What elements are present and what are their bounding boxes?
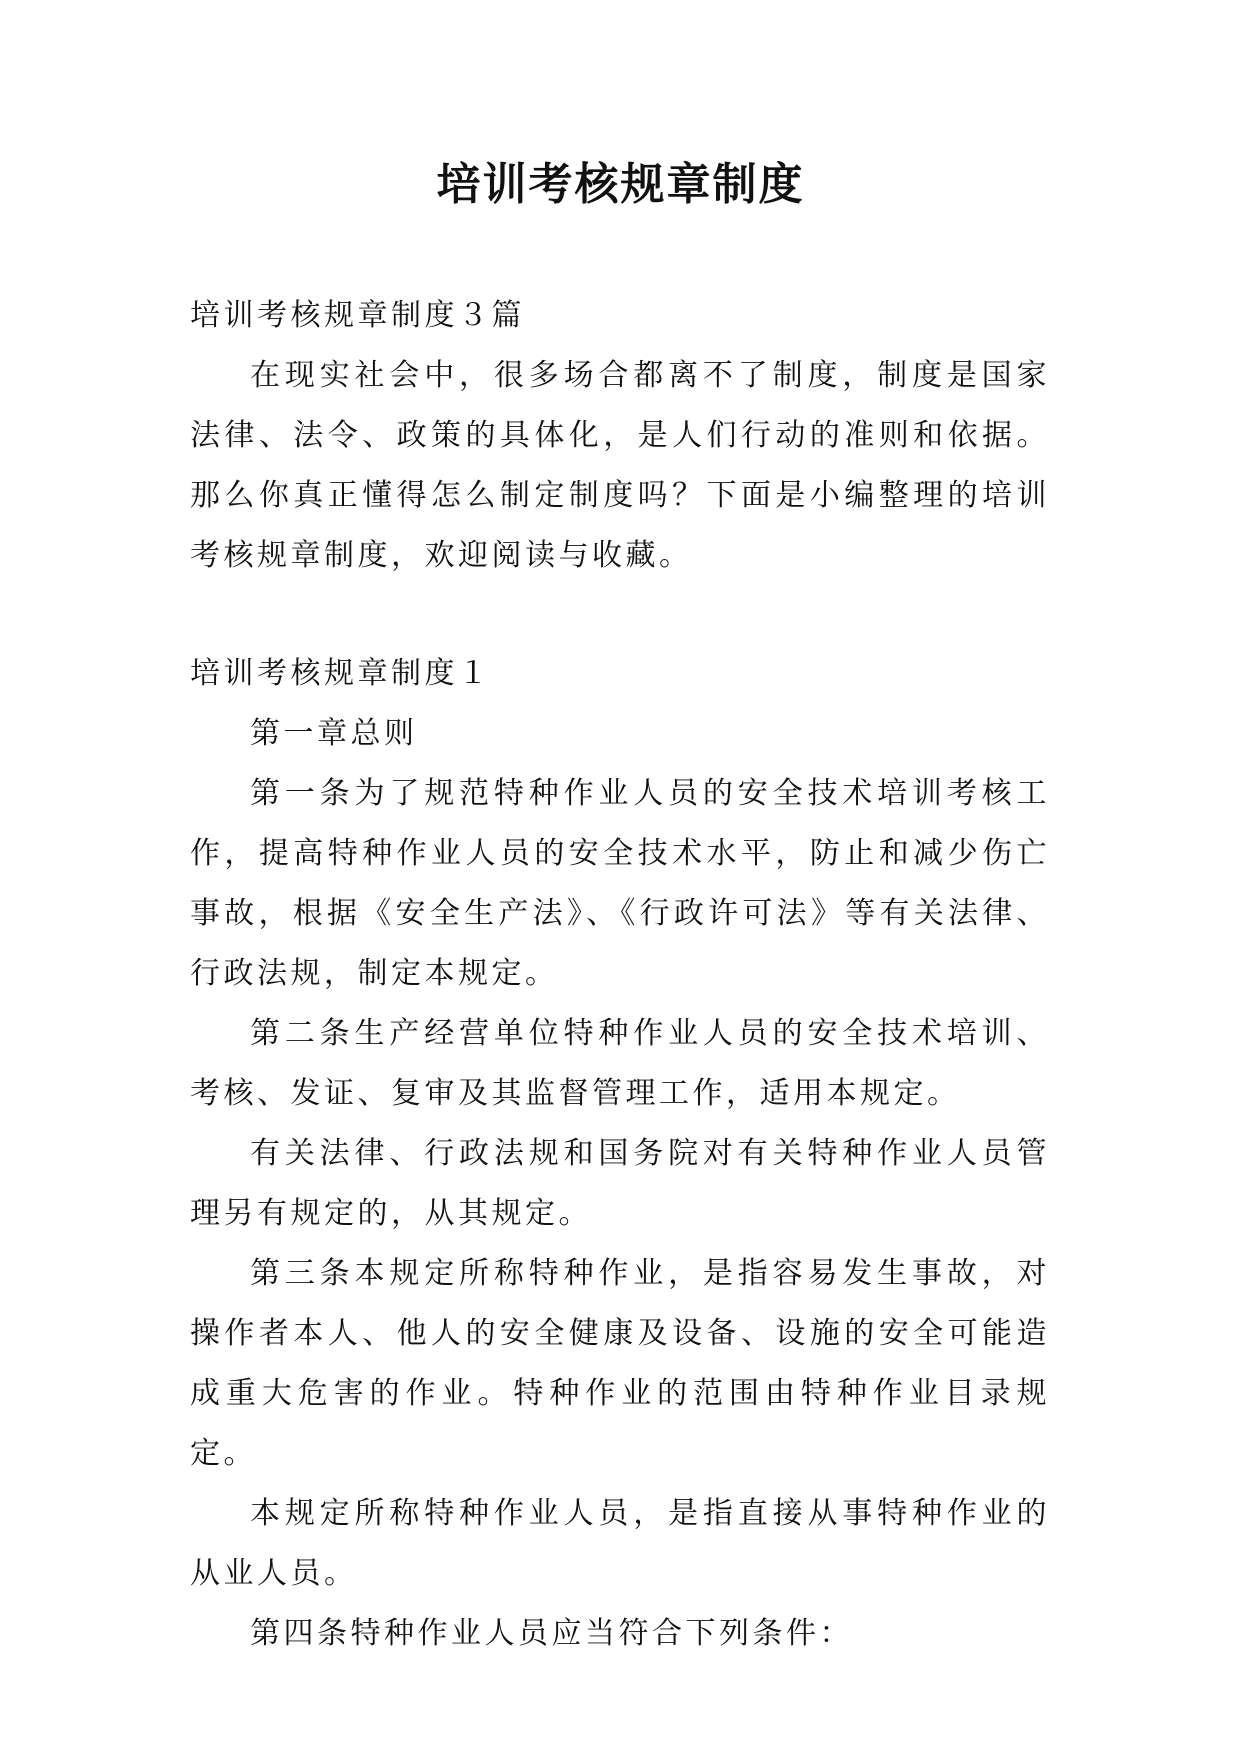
paragraph: 有关法律、行政法规和国务院对有关特种作业人员管理另有规定的，从其规定。 xyxy=(190,1136,1050,1231)
section-heading: 培训考核规章制度１ xyxy=(190,656,492,691)
paragraph: 第三条本规定所称特种作业，是指容易发生事故，对操作者本人、他人的安全健康及设备、设施的安全可能造成重大危害的作业。特种作业的范围由特种作业目录规定。 xyxy=(190,1256,1050,1471)
paragraph: 第一条为了规范特种作业人员的安全技术培训考核工作，提高特种作业人员的安全技术水平，防止和减少伤亡事故，根据《安全生产法》、《行政许可法》等有关法律、行政法规，制定本规定。 xyxy=(190,776,1050,991)
section-gap xyxy=(190,586,1050,644)
chapter-heading: 第一章总则 xyxy=(250,716,418,751)
intro-paragraph: 在现实社会中，很多场合都离不了制度，制度是国家法律、法令、政策的具体化，是人们行动的准则和依据。那么你真正懂得怎么制定制度吗？下面是小编整理的培训考核规章制度，欢迎阅读与收藏。 xyxy=(190,358,1050,573)
paragraph: 第四条特种作业人员应当符合下列条件： xyxy=(250,1616,853,1651)
document-body xyxy=(190,286,1050,1664)
subtitle: 培训考核规章制度３篇 xyxy=(190,298,525,333)
document-title: 培训考核规章制度 xyxy=(436,159,805,210)
paragraph: 第二条生产经营单位特种作业人员的安全技术培训、考核、发证、复审及其监督管理工作，适用本规定。 xyxy=(190,1016,1050,1111)
paragraph: 本规定所称特种作业人员，是指直接从事特种作业的从业人员。 xyxy=(190,1496,1050,1591)
